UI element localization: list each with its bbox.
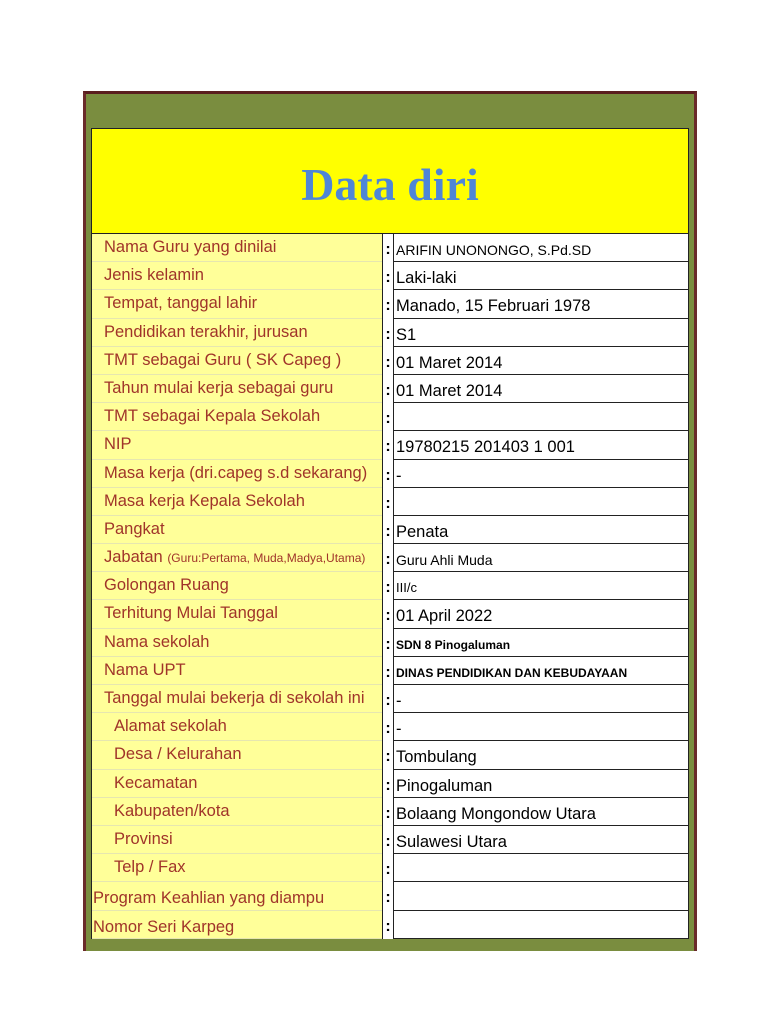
row-label: Nama sekolah [92, 629, 382, 657]
table-row [92, 770, 689, 798]
row-label: Alamat sekolah [92, 713, 382, 741]
row-colon: : [382, 657, 393, 685]
row-label [92, 544, 382, 572]
row-label: Provinsi [92, 826, 382, 854]
table-row [92, 262, 689, 290]
table-row [92, 741, 689, 769]
data-table [91, 234, 689, 939]
row-value: Tombulang [393, 741, 689, 769]
table-row [92, 375, 689, 403]
row-label: NIP [92, 431, 382, 459]
row-value: SDN 8 Pinogaluman [393, 629, 689, 657]
row-label: Tempat, tanggal lahir [92, 290, 382, 318]
row-value: ARIFIN UNONONGO, S.Pd.SD [393, 234, 689, 262]
table-row [92, 911, 689, 939]
row-colon: : [382, 911, 393, 939]
row-value: - [393, 713, 689, 741]
table-row [92, 516, 689, 544]
row-label: Nama UPT [92, 657, 382, 685]
row-label: Jenis kelamin [92, 262, 382, 290]
row-value: 19780215 201403 1 001 [393, 431, 689, 459]
table-row [92, 572, 689, 600]
row-value: Guru Ahli Muda [393, 544, 689, 572]
row-colon: : [382, 600, 393, 628]
row-label-text: Jabatan [104, 548, 163, 567]
row-value: Manado, 15 Februari 1978 [393, 290, 689, 318]
row-colon: : [382, 460, 393, 488]
data-diri-sheet [91, 128, 689, 939]
table-row [92, 347, 689, 375]
row-label: TMT sebagai Kepala Sekolah [92, 403, 382, 431]
table-row [92, 882, 689, 910]
table-row [92, 544, 689, 572]
table-row [92, 460, 689, 488]
row-colon: : [382, 347, 393, 375]
row-colon: : [382, 488, 393, 516]
row-colon: : [382, 375, 393, 403]
row-value: S1 [393, 319, 689, 347]
table-row [92, 798, 689, 826]
row-label: Nomor Seri Karpeg [92, 911, 382, 939]
table-row [92, 854, 689, 882]
row-label: Kabupaten/kota [92, 798, 382, 826]
row-colon: : [382, 431, 393, 459]
table-row [92, 431, 689, 459]
row-value: Bolaang Mongondow Utara [393, 798, 689, 826]
title-banner [91, 128, 689, 234]
row-label: TMT sebagai Guru ( SK Capeg ) [92, 347, 382, 375]
table-row [92, 290, 689, 318]
table-row [92, 657, 689, 685]
row-value: Sulawesi Utara [393, 826, 689, 854]
row-value: DINAS PENDIDIKAN DAN KEBUDAYAAN [393, 657, 689, 685]
row-value [393, 882, 689, 910]
page-title: Data diri [301, 158, 479, 210]
row-label: Terhitung Mulai Tanggal [92, 600, 382, 628]
row-value: - [393, 460, 689, 488]
row-label: Nama Guru yang dinilai [92, 234, 382, 262]
row-label: Telp / Fax [92, 854, 382, 882]
row-value: - [393, 685, 689, 713]
row-label-note: (Guru:Pertama, Muda,Madya,Utama) [167, 551, 366, 566]
row-value: Penata [393, 516, 689, 544]
table-row [92, 685, 689, 713]
table-row [92, 826, 689, 854]
row-value: 01 Maret 2014 [393, 375, 689, 403]
table-row [92, 629, 689, 657]
row-colon: : [382, 826, 393, 854]
row-value [393, 854, 689, 882]
row-value: Laki-laki [393, 262, 689, 290]
row-colon: : [382, 262, 393, 290]
row-label: Program Keahlian yang diampu [92, 882, 382, 910]
row-label: Pangkat [92, 516, 382, 544]
row-label: Tanggal mulai bekerja di sekolah ini [92, 685, 382, 713]
row-value [393, 911, 689, 939]
row-colon: : [382, 798, 393, 826]
row-label: Desa / Kelurahan [92, 741, 382, 769]
row-value: 01 April 2022 [393, 600, 689, 628]
row-label: Kecamatan [92, 770, 382, 798]
row-colon: : [382, 713, 393, 741]
row-colon: : [382, 882, 393, 910]
row-value: 01 Maret 2014 [393, 347, 689, 375]
row-colon: : [382, 741, 393, 769]
row-colon: : [382, 572, 393, 600]
row-value [393, 403, 689, 431]
row-colon: : [382, 629, 393, 657]
row-colon: : [382, 234, 393, 262]
row-colon: : [382, 685, 393, 713]
table-row [92, 319, 689, 347]
row-colon: : [382, 516, 393, 544]
row-colon: : [382, 544, 393, 572]
row-colon: : [382, 290, 393, 318]
row-label: Masa kerja Kepala Sekolah [92, 488, 382, 516]
table-row [92, 488, 689, 516]
row-label: Masa kerja (dri.capeg s.d sekarang) [92, 460, 382, 488]
row-colon: : [382, 770, 393, 798]
row-label: Golongan Ruang [92, 572, 382, 600]
row-value: Pinogaluman [393, 770, 689, 798]
row-label: Tahun mulai kerja sebagai guru [92, 375, 382, 403]
row-colon: : [382, 319, 393, 347]
row-label: Pendidikan terakhir, jurusan [92, 319, 382, 347]
table-row [92, 234, 689, 262]
table-row [92, 600, 689, 628]
table-row [92, 713, 689, 741]
row-colon: : [382, 854, 393, 882]
row-value [393, 488, 689, 516]
row-colon: : [382, 403, 393, 431]
row-value: III/c [393, 572, 689, 600]
table-row [92, 403, 689, 431]
